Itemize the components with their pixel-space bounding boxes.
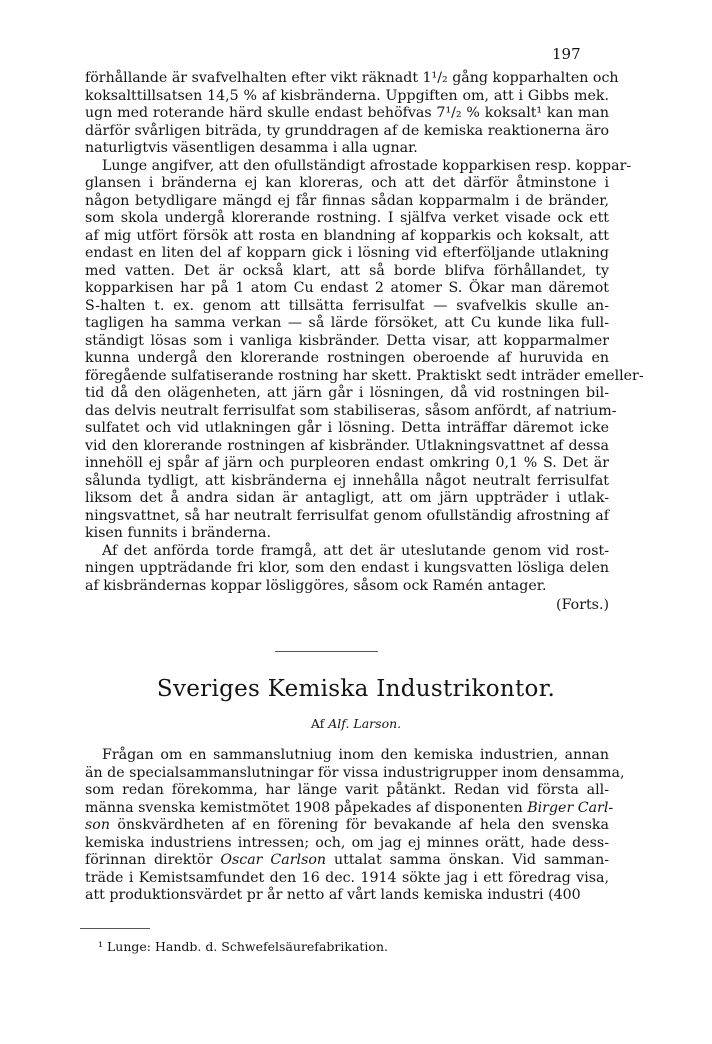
- continued-marker: (Forts.): [556, 597, 609, 613]
- text-segment: endast en liten del af kopparn gick i lösning vid efterföljande utlakning: [85, 245, 609, 261]
- text-segment: ningsvattnet, så har neutralt ferrisulfat genom ofullständig afrostning af: [85, 507, 609, 524]
- continued-article-body: [85, 70, 644, 615]
- byline-prefix: Af: [310, 716, 325, 731]
- text-line: [85, 420, 609, 438]
- italic-name: son: [85, 817, 110, 833]
- text-segment: som redan förekomma, har länge varit påtänkt. Redan vid första all-: [85, 782, 609, 798]
- text-segment: kunna undergå den klorerande rostningen oberoende af huruvida en: [85, 350, 609, 366]
- text-segment: männa svenska kemistmötet 1908 påpekades af disponenten: [85, 799, 528, 816]
- text-segment: önskvärdheten af en förening för bevakande af hela den svenska: [109, 817, 609, 833]
- text-line: [85, 799, 614, 818]
- footnote-text: Lunge: Handb. d. Schwefelsäurefabrikation.: [107, 939, 388, 954]
- text-line: [85, 228, 609, 246]
- page-number: 197: [552, 45, 581, 63]
- text-segment: glansen i bränderna ej kan kloreras, och att det därför åtminstone i: [85, 175, 609, 191]
- byline-author: Alf. Larson.: [328, 716, 402, 731]
- article-byline: [0, 716, 712, 731]
- article-title: Sveriges Kemiska Industrikontor.: [156, 676, 556, 702]
- text-segment: kemiska industriens intressen; och, om jag ej minnes orätt, hade dess-: [85, 834, 609, 851]
- article-body: [85, 747, 625, 905]
- text-segment: att produktionsvärdet pr år netto af vårt lands kemiska industri (400: [85, 887, 581, 903]
- text-segment: Lunge angifver, att den ofullständigt afrostade kopparkisen resp. koppar-: [102, 157, 632, 174]
- footnote-divider: [80, 928, 150, 929]
- text-segment: sålunda tydligt, att kisbränderna ej innehålla något neutralt ferrisulfat: [85, 472, 609, 489]
- text-line: [85, 157, 632, 176]
- text-line: [85, 210, 609, 228]
- text-line: [85, 490, 609, 508]
- text-segment: Frågan om en sammanslutniug inom den kemiska industrien, annan: [102, 747, 609, 763]
- text-line: [85, 333, 609, 351]
- text-segment: naturligtvis väsentligen desamma i alla ugnar.: [85, 140, 418, 156]
- text-line: [85, 105, 609, 123]
- text-segment: kopparkisen har på 1 atom Cu endast 2 atomer S. Ökar man däremot: [85, 280, 609, 296]
- text-line: [85, 764, 625, 783]
- text-segment: sulfatet och vid utlakningen går i lösning. Detta inträffar däremot icke: [85, 420, 609, 436]
- text-line: [85, 817, 609, 835]
- text-segment: vid den klorerande rostningen af kisbränder. Utlakningsvattnet af dessa: [85, 437, 609, 454]
- text-segment: af kisbrändernas koppar lösliggöres, såsom ock Ramén antager.: [85, 577, 547, 594]
- text-segment: das delvis neutralt ferrisulfat som stabiliseras, såsom anfördt, af natrium-: [85, 402, 617, 419]
- text-line: [85, 402, 617, 421]
- text-line: [85, 70, 619, 88]
- text-segment: ständigt lösas som i vanliga kisbränder. Detta visar, att kopparmalmer: [85, 332, 609, 349]
- text-line: [85, 455, 609, 473]
- text-segment: uttalat samma önskan. Vid samman-: [326, 852, 610, 868]
- text-line: [85, 835, 609, 853]
- italic-name: Oscar Carlson: [220, 852, 327, 868]
- text-segment: föregående sulfatiserande rostning har skett. Praktiskt sedt inträder emeller-: [85, 367, 644, 384]
- text-line: [85, 473, 609, 491]
- text-segment: någon betydligare mängd ej får finnas sådan kopparmalm i de bränder,: [85, 192, 609, 209]
- text-line: [85, 367, 644, 386]
- text-line: [85, 887, 609, 905]
- text-line: [85, 525, 609, 543]
- text-segment: som skola undergå klorerande rostning. I själfva verket visade ock ett: [85, 210, 609, 226]
- text-segment: liksom det å andra sidan är antagligt, att om järn uppträder i utlak-: [85, 490, 609, 506]
- text-line: [85, 315, 609, 333]
- text-line: [85, 175, 609, 193]
- text-line: [85, 438, 609, 456]
- text-line: [85, 280, 609, 298]
- text-line: [85, 123, 609, 141]
- italic-name: Birger Carl-: [527, 799, 614, 816]
- text-line: [85, 852, 609, 870]
- text-segment: förinnan direktör: [85, 852, 221, 868]
- footnote: [98, 939, 388, 954]
- text-line: [85, 193, 609, 211]
- text-segment: med vatten. Det är också klart, att så borde blifva förhållandet, ty: [85, 262, 609, 279]
- text-segment: tagligen ha samma verkan — så lärde försöket, att Cu kunde lika full-: [85, 315, 609, 331]
- text-segment: kisen funnits i bränderna.: [85, 525, 272, 541]
- text-line: [85, 385, 609, 403]
- text-line: [85, 578, 609, 596]
- text-line: [85, 508, 609, 526]
- text-line: [85, 782, 609, 800]
- text-line: [85, 245, 609, 263]
- text-line: [85, 870, 609, 888]
- text-segment: tid då den olägenheten, att järn går i lösningen, då vid rostningen bil-: [85, 385, 609, 401]
- text-segment: träde i Kemistsamfundet den 16 dec. 1914 sökte jag i ett föredrag visa,: [85, 869, 609, 886]
- text-segment: koksalttillsatsen 14,5 % af kisbränderna. Uppgiften om, att i Gibbs mek.: [85, 87, 609, 104]
- section-divider: [275, 651, 378, 652]
- text-segment: därför svårligen biträda, ty grunddragen af de kemiska reaktionerna äro: [85, 122, 609, 139]
- text-line: [85, 543, 609, 561]
- text-segment: af mig utfört försök att rosta en blandning af kopparkis och koksalt, att: [85, 227, 609, 244]
- text-line: [85, 560, 609, 578]
- text-segment: Af det anförda torde framgå, att det är uteslutande genom vid rost-: [102, 542, 609, 559]
- text-line: [85, 298, 609, 316]
- text-line: [85, 140, 609, 158]
- footnote-marker: ¹: [98, 939, 104, 954]
- text-segment: förhållande är svafvelhalten efter vikt räknadt 1¹/₂ gång kopparhalten och: [85, 70, 619, 86]
- text-segment: innehöll ej spår af järn och purpleoren endast omkring 0,1 % S. Det är: [85, 455, 609, 471]
- text-line: [85, 747, 609, 765]
- text-line: [85, 88, 609, 106]
- text-line: [85, 350, 609, 368]
- text-segment: ugn med roterande härd skulle endast behöfvas 7¹/₂ % koksalt¹ kan man: [85, 105, 609, 121]
- text-segment: ningen uppträdande fri klor, som den endast i kungsvatten lösliga delen: [85, 560, 609, 576]
- text-segment: än de specialsammanslutningar för vissa industrigrupper inom densamma,: [85, 764, 625, 781]
- text-line: [85, 263, 609, 281]
- text-segment: S-halten t. ex. genom att tillsätta ferrisulfat — svafvelkis skulle an-: [85, 297, 609, 314]
